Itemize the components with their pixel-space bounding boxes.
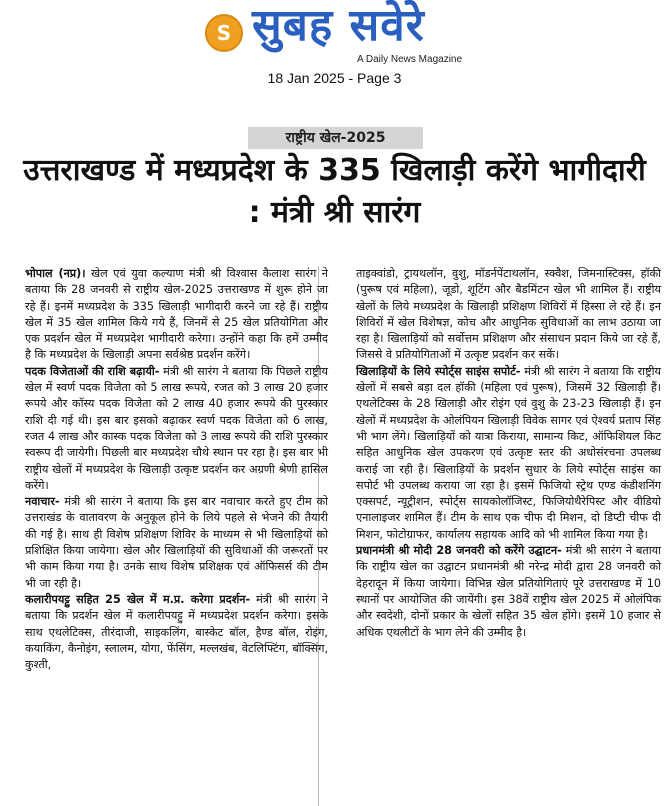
paragraph-text: मंत्री श्री सारंग ने बताया कि राष्ट्रीय खेलों में सबसे बड़ा दल हॉकी (महिला एवं पुरूष), जिसमें 32 खिलाड़ी हैं। एथलेटिक्स के 28 खिलाड़ी और रोइंग एवं वुशु के 23-23 खिलाड़ी हैं। इन खेलों में मध्यप्रदेश के ओलंपियन खिलाड़ी विवेक सागर एवं ऐश्वर्य प्रताप सिंह भी भाग लेंगे। खिलाड़ियों को यात्रा किराया, सामान्य किट, ऑफिशियल किट सहित आधुनिक खेल उपकरण एवं उत्कृष्ट स्तर की अधोसंरचना उपलब्ध कराई जा रही है। खिलाड़ियों के प्रदर्शन सुधार के लिये स्पोर्ट्स साइंस का सपोर्ट भी उपलब्ध कराया जा रहा है। इसमें फिजियो स्ट्रेथ एण्ड कंडीशनिंग एक्सपर्ट, न्यूट्रीशन, स्पोर्ट्स सायकोलॉजिस्ट, फिजियोथैरेपिस्ट और वीडियो एनालाइजर शामिल हैं। टीम के साथ एक चीफ दी मिशन, दो डिप्टी चीफ दी मिशन, फोटोग्राफर, कार्यालय सहायक आदि को भी शामिल किया गया है। bbox=[356, 364, 661, 541]
paragraph-text: मंत्री श्री सारंग ने बताया कि इस बार नवाचार करते हुए टीम को उत्तराखंड के वातावरण के अनुकूल होने के लिये पहले से भेजने की तैयारी की गई है। साथ ही विशेष प्रशिक्षण शिविर के माध्यम से भी खिलाड़ियों को प्रशिक्षित किया जायेगा। खेल और खिलाड़ियों की सुविधाओं की जरूरतों पर भी काम किया गया है। उनके साथ विशेष प्रशिक्षक एवं ऑफिसर्स की टीम भी जा रही है। bbox=[25, 495, 328, 590]
dateline-lead: भोपाल (नप्र)। bbox=[25, 267, 86, 280]
tagline: A Daily News Magazine bbox=[357, 54, 463, 65]
subheading: पदक विजेताओं की राशि बढ़ायी- bbox=[25, 364, 160, 378]
paragraph-text: खेल एवं युवा कल्याण मंत्री श्री विश्वास कैलाश सारंग ने बताया कि 28 जनवरी से राष्ट्रीय खेल-2025 उत्तराखण्ड में शुरू होने जा रहे हैं। इनमें मध्यप्रदेश के 335 खिलाड़ी भागीदारी करने जा रहे हैं। राष्ट्रीय खेल में 35 खेल शामिल किये गये हैं, जिनमें से 25 खेल प्रतियोगिता और एक प्रदर्शन खेल में मध्यप्रदेश भागीदारी करेगा। उन्होंने कहा कि हमें उम्मीद है कि मध्यप्रदेश के खिलाड़ी अपना सर्वश्रेष्ठ प्रदर्शन करेंगे। bbox=[25, 267, 328, 362]
right-column bbox=[356, 266, 661, 641]
article-body bbox=[25, 266, 661, 806]
left-column bbox=[25, 266, 328, 673]
paragraph bbox=[25, 494, 328, 592]
paragraph bbox=[25, 266, 328, 364]
subheading: नवाचार- bbox=[25, 495, 60, 509]
paragraph-text: मंत्री श्री सारंग ने बताया कि प्रदर्शन खेल में कलारीपयट्टु में मध्यप्रदेश प्रदर्शन करेगा। इसके साथ एथलेटिक्स, तीरंदाजी, साइकलिंग, बास्केट बॉल, हैण्ड बॉल, रोइंग, कयाकिंग, कैनोइंग, स्लालम, योगा, फेंसिंग, मल्लखंब, वेटलिफ्टिंग, बॉक्सिंग, कुश्ती, bbox=[25, 592, 328, 672]
subheading: कलारीपयट्टु सहित 25 खेल में म.प्र. करेगा प्रदर्शन- bbox=[25, 592, 251, 606]
paragraph bbox=[356, 364, 661, 543]
paragraph bbox=[356, 266, 661, 364]
paragraph-text: ताइक्वांडो, ट्रायथलॉन, वुशु, मॉडर्नपेंटाथलॉन, स्क्वैश, जिमनास्टिक्स, हॉकी (पुरूष एवं महिला), जूडो, शूटिंग और बैडमिंटन खेल भी शामिल हैं। राष्ट्रीय खेलों के लिये मध्यप्रदेश के खिलाड़ी प्रशिक्षण शिविरों में हिस्सा ले रहे हैं। इन शिविरों में खेल विशेषज्ञ, कोच और आधुनिक सुविधाओं का लाभ उठाया जा रहा है। खिलाड़ियों को सर्वोत्तम प्रशिक्षण और संसाधन प्रदान किये जा रहे हैं, जिससे वे प्रतियोगिताओं में उत्कृष्ट प्रदर्शन कर सकें। bbox=[356, 267, 661, 362]
coin-logo-icon: S bbox=[205, 14, 243, 52]
brand-name: सुबह सवेरे bbox=[252, 0, 425, 51]
paragraph bbox=[25, 364, 328, 494]
paragraph-text: मंत्री श्री सारंग ने बताया कि पिछले राष्ट्रीय खेल में स्वर्ण पदक विजेता को 5 लाख रूपये, रजत को 3 लाख 20 हजार रूपये और कॉस्य पदक विजेता को 2 लाख 40 हजार रूपये की पुरस्कार राशि दी गई थी। इस बार इसको बढ़ाकर स्वर्ण पदक विजेता को 6 लाख, रजत 4 लाख और कास्क पदक विजेता को 3 लाख रूपये की राशि पुरस्कार स्वरूप दी जायेगी। पिछली बार मध्यप्रदेश चौथे स्थान पर रहा है। इस बार भी राष्ट्रीय खेलों में मध्यप्रदेश के खिलाड़ी उत्कृष्ट प्रदर्शन कर अग्रणी श्रेणी हासिल करेंगे। bbox=[25, 364, 328, 492]
dateline: 18 Jan 2025 - Page 3 bbox=[267, 70, 402, 86]
subheading: प्रधानमंत्री श्री मोदी 28 जनवरी को करेंगे उद्घाटन- bbox=[356, 544, 562, 558]
masthead bbox=[0, 0, 669, 95]
paragraph-text: मंत्री श्री सारंग ने बताया कि राष्ट्रीय खेल का उद्घाटन प्रधानमंत्री श्री नरेन्द्र मोदी द्वारा 28 जनवरी को देहरादून में किया जायेगा। विभिन्न खेल प्रतियोगिताएं पूरे उत्तराखण्ड में 10 स्थानों पर आयोजित की जायेंगी। इस 38वें राष्ट्रीय खेल 2025 में ओलंपिक और स्वदेशी, दोनों प्रकार के खेलों सहित 35 खेल होंगे। इसमें 10 हजार से अधिक एथलीटों के भाग लेने की उम्मीद है। bbox=[356, 544, 661, 639]
paragraph bbox=[25, 592, 328, 673]
article-kicker: राष्ट्रीय खेल-2025 bbox=[248, 127, 423, 149]
paragraph bbox=[356, 543, 661, 641]
article-headline: उत्तराखण्ड में मध्यप्रदेश के 335 खिलाड़ी करेंगे भागीदारी : मंत्री श्री सारंग bbox=[23, 153, 646, 230]
subheading: खिलाड़ियों के लिये स्पोर्ट्स साइंस सपोर्ट- bbox=[356, 364, 521, 378]
